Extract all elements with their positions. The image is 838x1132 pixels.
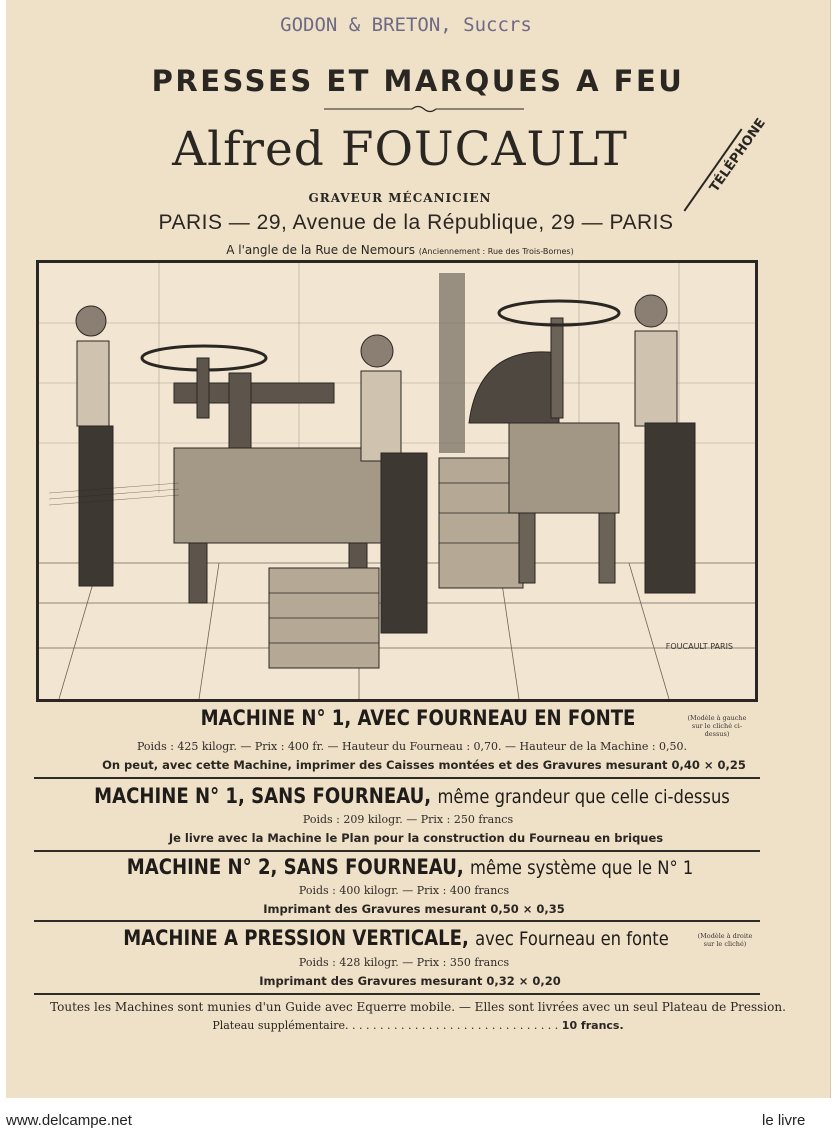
- engraver-signature: FOUCAULT PARIS: [665, 642, 733, 651]
- divider-2: [34, 850, 760, 852]
- machine-3-detail: Imprimant des Gravures mesurant 0,50 × 0,35: [263, 902, 565, 916]
- address-line: PARIS — 29, Avenue de la République, 29 — PARIS: [158, 211, 674, 234]
- divider-1: [34, 777, 760, 779]
- machine-2-title: [58, 784, 767, 808]
- machine-4-title-suffix: avec Fourneau en fonte: [475, 928, 669, 950]
- watermark-site: www.delcampe.net: [6, 1112, 132, 1129]
- machine-1-title: [64, 706, 773, 730]
- machine-3-title-text: MACHINE N° 2, SANS FOURNEAU,: [126, 855, 464, 879]
- profession: GRAVEUR MÉCANICIEN: [308, 191, 492, 205]
- address-corner: [0, 243, 812, 257]
- divider-3: [34, 920, 760, 922]
- machine-4-note: (Modèle à droite sur le cliché): [697, 932, 753, 948]
- address-corner-note: (Anciennement : Rue des Trois-Bornes): [418, 247, 574, 256]
- divider-4: [34, 993, 760, 995]
- machine-4-title: [42, 926, 751, 950]
- engraving-image: [39, 263, 755, 699]
- machine-1-specs: Poids : 425 kilogr. — Prix : 400 fr. — Hauteur du Fourneau : 0,70. — Hauteur de la Machine : 0,50.: [136, 740, 688, 753]
- proprietor-name: Alfred FOUCAULT: [172, 122, 628, 177]
- workshop-illustration: [36, 260, 758, 702]
- machine-4-title-text: MACHINE A PRESSION VERTICALE,: [123, 926, 469, 950]
- main-heading: PRESSES ET MARQUES A FEU: [151, 64, 685, 98]
- watermark-seller: le livre: [762, 1112, 806, 1129]
- extra-plate-price: 10 francs.: [561, 1019, 624, 1032]
- telephone-label: TÉLÉPHONE: [707, 115, 769, 196]
- machine-3-title: [56, 855, 765, 879]
- machine-4-specs: Poids : 428 kilogr. — Prix : 350 francs: [298, 956, 510, 969]
- machine-3-specs: Poids : 400 kilogr. — Prix : 400 francs: [298, 884, 510, 897]
- machine-3-title-suffix: même système que le N° 1: [470, 857, 694, 879]
- machine-2-specs: Poids : 209 kilogr. — Prix : 250 francs: [302, 813, 514, 826]
- machine-4-detail: Imprimant des Gravures mesurant 0,32 × 0,20: [259, 974, 561, 988]
- address-corner-main: A l'angle de la Rue de Nemours: [226, 243, 415, 257]
- machine-2-detail: Je livre avec la Machine le Plan pour la construction du Fourneau en briques: [168, 831, 664, 845]
- machine-2-title-text: MACHINE N° 1, SANS FOURNEAU,: [94, 784, 432, 808]
- footer-guarantee: Toutes les Machines sont munies d'un Guide avec Equerre mobile. — Elles sont livrées avec un seul Plateau de Pression.: [50, 1000, 786, 1014]
- seller-stamp: GODON & BRETON, Succrs: [280, 14, 532, 36]
- catalog-page: [6, 0, 831, 1098]
- extra-plate-label: Plateau supplémentaire. . . . . . . . . . . . . . . . . . . . . . . . . . . . . . .: [212, 1019, 559, 1032]
- machine-1-title-text: MACHINE N° 1, AVEC FOURNEAU EN FONTE: [200, 706, 636, 730]
- machine-2-title-suffix: même grandeur que celle ci-dessus: [437, 786, 730, 808]
- ornament-divider: [324, 104, 524, 114]
- machine-1-note: (Modèle à gauche sur le cliché ci-dessus): [687, 714, 747, 738]
- machine-1-detail: On peut, avec cette Machine, imprimer des Caisses montées et des Gravures mesurant 0,40 × 0,25: [102, 758, 746, 772]
- footer-extra-plate: [6, 1019, 830, 1032]
